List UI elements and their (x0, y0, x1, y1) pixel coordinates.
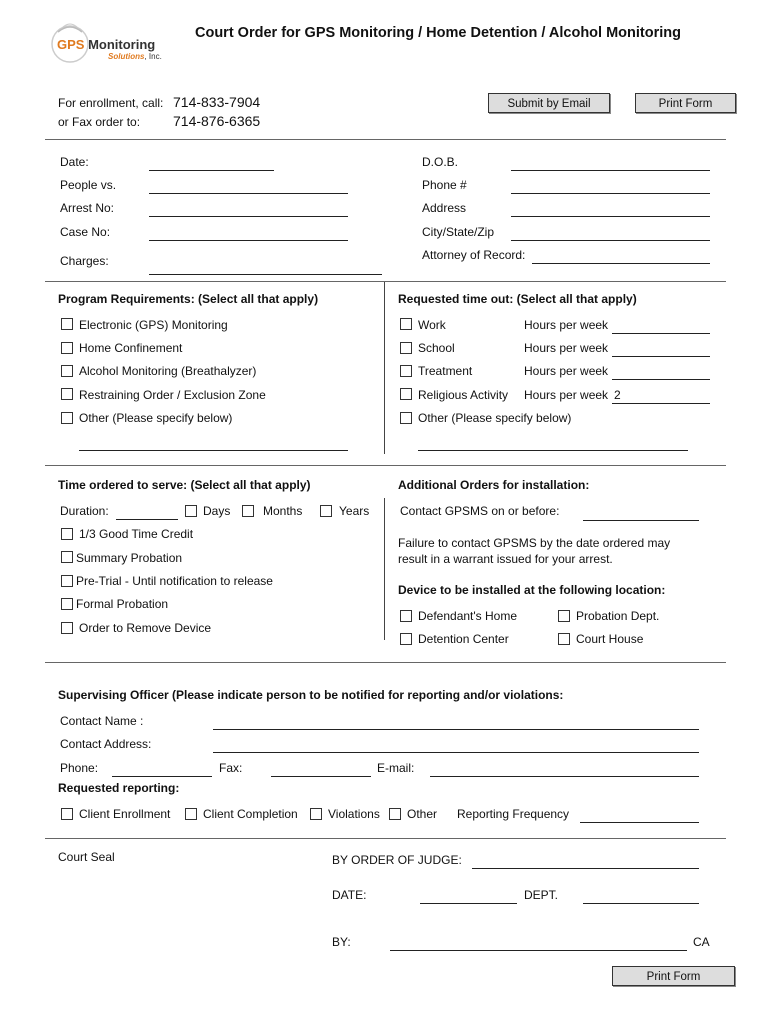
religious-hours-value[interactable]: 2 (614, 388, 621, 402)
summary-probation-checkbox[interactable] (61, 551, 73, 563)
client-enrollment-label: Client Enrollment (79, 807, 171, 821)
home-confinement-label: Home Confinement (79, 341, 183, 355)
contact-before-field[interactable] (583, 520, 699, 521)
alcohol-checkbox[interactable] (61, 365, 73, 377)
program-other-label: Other (Please specify below) (79, 411, 233, 425)
reporting-frequency-field[interactable] (580, 822, 699, 823)
timeout-heading: Requested time out: (Select all that apply) (398, 292, 637, 306)
religious-checkbox[interactable] (400, 388, 412, 400)
work-hours-label: Hours per week (524, 318, 609, 332)
city-field[interactable] (511, 240, 710, 241)
column-divider (384, 498, 385, 640)
address-field[interactable] (511, 216, 710, 217)
school-label: School (418, 341, 455, 355)
pretrial-checkbox[interactable] (61, 575, 73, 587)
signoff-date-field[interactable] (420, 903, 517, 904)
enroll-call-label: For enrollment, call: (58, 96, 164, 110)
ca-label: CA (693, 935, 710, 949)
alcohol-label: Alcohol Monitoring (Breathalyzer) (79, 364, 257, 378)
religious-label: Religious Activity (418, 388, 509, 402)
probation-dept-label: Probation Dept. (576, 609, 660, 623)
treatment-hours-label: Hours per week (524, 364, 609, 378)
client-completion-label: Client Completion (203, 807, 298, 821)
program-other-field[interactable] (79, 450, 348, 451)
arrest-label: Arrest No: (60, 201, 115, 215)
divider (45, 139, 726, 140)
reporting-other-checkbox[interactable] (389, 808, 401, 820)
timeout-other-field[interactable] (418, 450, 688, 451)
officer-heading: Supervising Officer (Please indicate person to be notified for reporting and/or violations: (58, 688, 564, 702)
client-enrollment-checkbox[interactable] (61, 808, 73, 820)
attorney-label: Attorney of Record: (422, 248, 526, 262)
submit-email-button[interactable]: Submit by Email (488, 93, 610, 113)
pretrial-label: Pre-Trial - Until notification to release (76, 574, 273, 588)
case-field[interactable] (149, 240, 348, 241)
electronic-label: Electronic (GPS) Monitoring (79, 318, 228, 332)
program-heading: Program Requirements: (Select all that apply) (58, 292, 319, 306)
formal-probation-checkbox[interactable] (61, 598, 73, 610)
contact-address-field[interactable] (213, 752, 699, 753)
officer-phone-field[interactable] (112, 776, 212, 777)
officer-fax-field[interactable] (271, 776, 371, 777)
people-label: People vs. (60, 178, 117, 192)
restraining-checkbox[interactable] (61, 388, 73, 400)
officer-phone-label: Phone: (60, 761, 99, 775)
enroll-call-number: 714-833-7904 (173, 94, 261, 110)
dob-field[interactable] (511, 170, 710, 171)
logo-monitoring: Monitoring (88, 37, 156, 52)
print-form-button[interactable]: Print Form (635, 93, 736, 113)
contact-name-field[interactable] (213, 729, 699, 730)
signoff-date-label: DATE: (332, 888, 367, 902)
months-label: Months (263, 504, 303, 518)
defendant-home-label: Defendant's Home (418, 609, 518, 623)
electronic-checkbox[interactable] (61, 318, 73, 330)
treatment-hours-field[interactable] (612, 379, 710, 380)
good-time-checkbox[interactable] (61, 528, 73, 540)
charges-label: Charges: (60, 254, 109, 268)
city-label: City/State/Zip (422, 225, 495, 239)
logo-inc: , Inc. (144, 52, 162, 61)
treatment-checkbox[interactable] (400, 365, 412, 377)
enroll-fax-number: 714-876-6365 (173, 113, 261, 129)
case-label: Case No: (60, 225, 111, 239)
by-label: BY: (332, 935, 351, 949)
divider (45, 662, 726, 663)
dept-field[interactable] (583, 903, 699, 904)
judge-field[interactable] (472, 868, 699, 869)
reporting-frequency-label: Reporting Frequency (457, 807, 570, 821)
arrest-field[interactable] (149, 216, 348, 217)
dept-label: DEPT. (524, 888, 559, 902)
days-label: Days (203, 504, 231, 518)
phone-field[interactable] (511, 193, 710, 194)
divider (45, 838, 726, 839)
years-checkbox[interactable] (320, 505, 332, 517)
months-checkbox[interactable] (242, 505, 254, 517)
school-hours-label: Hours per week (524, 341, 609, 355)
school-hours-field[interactable] (612, 356, 710, 357)
serve-heading: Time ordered to serve: (Select all that apply) (58, 478, 311, 492)
client-completion-checkbox[interactable] (185, 808, 197, 820)
by-field[interactable] (390, 950, 687, 951)
formal-probation-label: Formal Probation (76, 597, 169, 611)
religious-hours-label: Hours per week (524, 388, 609, 402)
detention-center-checkbox[interactable] (400, 633, 412, 645)
court-house-checkbox[interactable] (558, 633, 570, 645)
detention-center-label: Detention Center (418, 632, 509, 646)
probation-dept-checkbox[interactable] (558, 610, 570, 622)
good-time-label: 1/3 Good Time Credit (79, 527, 194, 541)
work-checkbox[interactable] (400, 318, 412, 330)
people-field[interactable] (149, 193, 348, 194)
duration-field[interactable] (116, 519, 178, 520)
requested-reporting-label: Requested reporting: (58, 781, 180, 795)
contact-name-label: Contact Name : (60, 714, 144, 728)
form-title: Court Order for GPS Monitoring / Home Detention / Alcohol Monitoring (195, 25, 681, 41)
home-confinement-checkbox[interactable] (61, 342, 73, 354)
phone-label: Phone # (422, 178, 467, 192)
column-divider (384, 282, 385, 454)
officer-fax-label: Fax: (219, 761, 243, 775)
divider (45, 281, 726, 282)
violations-label: Violations (328, 807, 380, 821)
warning-line-2: result in a warrant issued for your arrest. (398, 552, 613, 566)
attorney-field[interactable] (532, 263, 710, 264)
address-label: Address (422, 201, 467, 215)
contact-before-label: Contact GPSMS on or before: (400, 504, 560, 518)
divider (45, 465, 726, 466)
contact-address-label: Contact Address: (60, 737, 152, 751)
work-label: Work (418, 318, 446, 332)
remove-device-label: Order to Remove Device (79, 621, 212, 635)
officer-email-label: E-mail: (377, 761, 415, 775)
religious-hours-field[interactable] (612, 403, 710, 404)
school-checkbox[interactable] (400, 342, 412, 354)
work-hours-field[interactable] (612, 333, 710, 334)
court-house-label: Court House (576, 632, 644, 646)
enroll-fax-label: or Fax order to: (58, 115, 141, 129)
reporting-other-label: Other (407, 807, 438, 821)
date-label: Date: (60, 155, 89, 169)
defendant-home-checkbox[interactable] (400, 610, 412, 622)
charges-field[interactable] (149, 274, 382, 275)
summary-probation-label: Summary Probation (76, 551, 183, 565)
warning-line-1: Failure to contact GPSMS by the date ordered may (398, 536, 671, 550)
print-form-bottom-button[interactable]: Print Form (612, 966, 735, 986)
duration-label: Duration: (60, 504, 109, 518)
remove-device-checkbox[interactable] (61, 622, 73, 634)
restraining-label: Restraining Order / Exclusion Zone (79, 388, 266, 402)
additional-heading: Additional Orders for installation: (398, 478, 590, 492)
timeout-other-checkbox[interactable] (400, 412, 412, 424)
officer-email-field[interactable] (430, 776, 699, 777)
days-checkbox[interactable] (185, 505, 197, 517)
logo-gps: GPS (57, 37, 85, 52)
date-field[interactable] (149, 170, 274, 171)
violations-checkbox[interactable] (310, 808, 322, 820)
by-order-label: BY ORDER OF JUDGE: (332, 853, 462, 867)
logo-solutions: Solutions (108, 52, 145, 61)
court-seal-label: Court Seal (58, 850, 115, 864)
program-other-checkbox[interactable] (61, 412, 73, 424)
treatment-label: Treatment (418, 364, 473, 378)
dob-label: D.O.B. (422, 155, 459, 169)
years-label: Years (339, 504, 370, 518)
timeout-other-label: Other (Please specify below) (418, 411, 572, 425)
device-location-heading: Device to be installed at the following location: (398, 583, 666, 597)
